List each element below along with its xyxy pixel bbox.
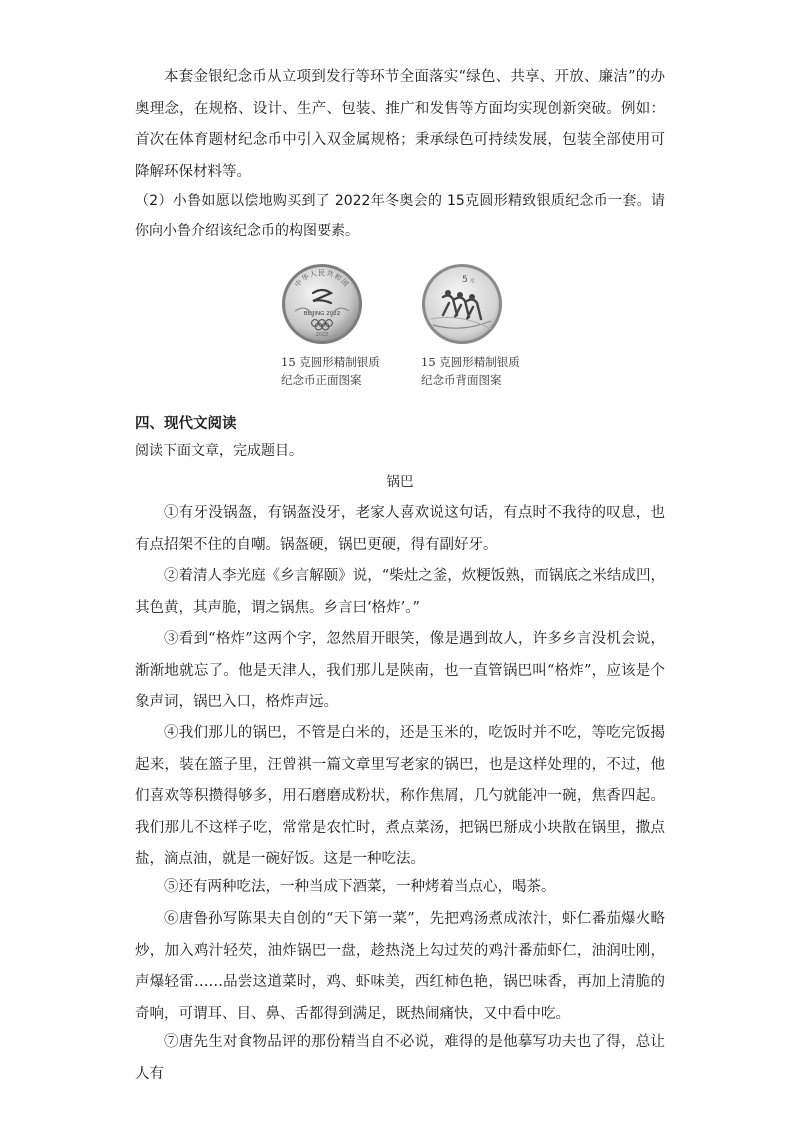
coin-back-denomination: 5 <box>462 275 468 285</box>
coin-back-caption-line1: 15 克圆形精制银质 <box>421 355 520 369</box>
article-paragraph-5: ⑤还有两种吃法，一种当成下酒菜，一种烤着当点心，喝茶。 <box>164 879 556 895</box>
article-title: 锅巴 <box>386 474 414 490</box>
coin-front-image <box>281 263 363 345</box>
coin-back-caption <box>421 353 531 389</box>
intro-paragraph: 本套金银纪念币从立项到发行等环节全面落实“绿色、共享、开放、廉洁”的办奥理念，在规格、设计、生产、包装、推广和发售等方面均实现创新突破。例如：首次在体育题材纪念币中引入双金属规格；秉承绿色可持续发展，包装全部使用可降解环保材料等。 <box>135 69 665 180</box>
coin-front-rim-text: 中华人民共和国 <box>293 269 351 289</box>
coin-front-caption <box>281 353 391 389</box>
coin-front-caption-line1: 15 克圆形精制银质 <box>281 355 380 369</box>
article-paragraph-3: ③看到“格炸”这两个字，忽然眉开眼笑，像是遇到故人，许多乡言没机会说，渐渐地就忘了。他是天津人，我们那儿是陕南，也一直管锅巴叫“格炸”，应该是个象声词，锅巴入口，格炸声远。 <box>135 631 665 710</box>
coin-front-emblem-text: BEIJING 2022 <box>303 311 341 317</box>
coin-front-figure <box>281 263 391 389</box>
article-paragraph-4: ④我们那儿的锅巴，不管是白米的，还是玉米的，吃饭时并不吃，等吃完饭揭起来，装在篮子里，汪曾祺一篇文章里写老家的锅巴，也是这样处理的，不过，他们喜欢等积攒得够多，用石磨磨成粉状，称作焦屑，几勺就能冲一碗，焦香四起。我们那儿不这样子吃，常常是农忙时，煮点菜汤，把锅巴掰成小块散在锅里，撒点盐，滴点油，就是一碗好饭。这是一种吃法。 <box>135 725 665 867</box>
coin-front-caption-line2: 纪念币正面图案 <box>281 373 362 387</box>
coin-back-unit: 元 <box>469 278 475 284</box>
coin-back-caption-line2: 纪念币背面图案 <box>421 373 502 387</box>
coin-front-year: 2022 <box>315 332 329 338</box>
section-heading: 四、现代文阅读 <box>135 416 237 432</box>
article-paragraph-1: ①有牙没锅盔，有锅盔没牙，老家人喜欢说这句话，有点时不我待的叹息，也有点招架不住的自嘲。锅盔硬，锅巴更硬，得有副好牙。 <box>135 505 665 553</box>
question-2: （2）小鲁如愿以偿地购买到了 2022年冬奥会的 15克圆形精致银质纪念币一套。请你向小鲁介绍该纪念币的构图要素。 <box>135 193 665 239</box>
coin-back-image <box>421 263 503 345</box>
coin-back-figure <box>421 263 531 389</box>
article-paragraph-6: ⑥唐鲁孙写陈果夫自创的“天下第一菜”，先把鸡汤煮成浓汁，虾仁番茄爆火略炒，加入鸡汁轻芡，油炸锅巴一盘，趁热浇上勾过芡的鸡汁番茄虾仁，油润吐刚，声爆轻雷……品尝这道菜时，鸡、虾味美，西红柿色艳，锅巴味香，再加上清脆的奇响，可谓耳、目、鼻、舌都得到满足，既热闹痛快，又中看中吃。 <box>135 911 665 1022</box>
reading-instruction: 阅读下面文章，完成题目。 <box>135 443 303 459</box>
article-paragraph-7: ⑦唐先生对食物品评的那份精当自不必说，难得的是他摹写功夫也了得，总让人有 <box>135 1034 665 1082</box>
article-paragraph-2: ②着清人李光庭《乡言解颐》说，“柴灶之釜，炊粳饭熟，而锅底之米结成凹，其色黄，其声脆，谓之锅焦。乡言曰‘格炸’。” <box>135 568 665 616</box>
